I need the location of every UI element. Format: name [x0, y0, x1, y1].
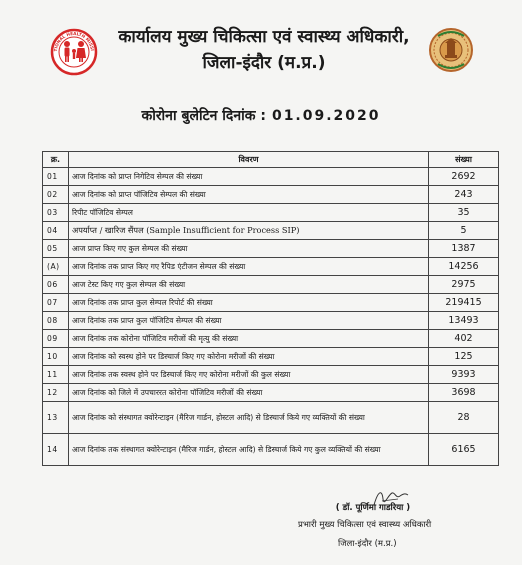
- row-description: आज प्राप्त किए गए कुल सेम्पल की संख्या: [69, 240, 429, 258]
- column-header-count: संख्या: [429, 152, 499, 168]
- row-description: आज दिनांक को स्वस्थ होने पर डिस्चार्ज किए गए कोरोना मरीजों की संख्या: [69, 348, 429, 366]
- table-row: [43, 384, 499, 402]
- row-serial: (A): [43, 258, 69, 276]
- row-value: 14256: [429, 258, 499, 276]
- bulletin-date: 01.09.2020: [271, 108, 381, 124]
- row-value: 2692: [429, 168, 499, 186]
- row-description: रिपीट पॉजिटिव सेम्पल: [69, 204, 429, 222]
- table-row: [43, 312, 499, 330]
- table-row: [43, 348, 499, 366]
- table-row: [43, 168, 499, 186]
- signatory-place: जिला-इंदौर (म.प्र.): [338, 539, 397, 549]
- row-description: आज दिनांक को प्राप्त निगेटिव सेम्पल की संख्या: [69, 168, 429, 186]
- row-serial: 14: [43, 434, 69, 466]
- row-description: आज टेस्ट किए गए कुल सेम्पल की संख्या: [69, 276, 429, 294]
- column-header-description: विवरण: [69, 152, 429, 168]
- row-value: 6165: [429, 434, 499, 466]
- mp-government-emblem-icon: [428, 24, 474, 76]
- table-row: [43, 240, 499, 258]
- table-row: [43, 276, 499, 294]
- row-description: आज दिनांक को प्राप्त पॉजिटिव सेम्पल की संख्या: [69, 186, 429, 204]
- signatory-designation: प्रभारी मुख्य चिकित्सा एवं स्वास्थ्य अधिकारी: [298, 520, 432, 530]
- row-serial: 07: [43, 294, 69, 312]
- row-serial: 11: [43, 366, 69, 384]
- row-value: 5: [429, 222, 499, 240]
- table-row: [43, 330, 499, 348]
- row-value: 28: [429, 402, 499, 434]
- table-row: [43, 366, 499, 384]
- row-description: आज दिनांक तक प्राप्त किए गए रैपिड एंटीजन सेम्पल की संख्या: [69, 258, 429, 276]
- row-value: 13493: [429, 312, 499, 330]
- row-serial: 13: [43, 402, 69, 434]
- row-value: 1387: [429, 240, 499, 258]
- national-health-mission-logo-icon: [50, 28, 98, 76]
- table-row: [43, 434, 499, 466]
- row-description: आज दिनांक तक संस्थागत क्वोरेन्टाइन (मैरिज गार्डन, होस्टल आदि) से डिस्चार्ज किये गए कुल व्यक्तियों की संख्या: [69, 434, 429, 466]
- row-serial: 09: [43, 330, 69, 348]
- bulletin-label: कोरोना बुलेटिन दिनांक :: [141, 108, 266, 124]
- row-serial: 06: [43, 276, 69, 294]
- row-description: आज दिनांक तक प्राप्त कुल पॉजिटिव सेम्पल की संख्या: [69, 312, 429, 330]
- row-serial: 02: [43, 186, 69, 204]
- row-value: 243: [429, 186, 499, 204]
- column-header-sn: क्र.: [43, 152, 69, 168]
- table-row: [43, 222, 499, 240]
- row-serial: 04: [43, 222, 69, 240]
- row-description: आज दिनांक को संस्थागत क्वोरेन्टाइन (मैरिज गार्डन, होस्टल आदि) से डिस्चार्ज किये गए व्यक्तियों की संख्या: [69, 402, 429, 434]
- row-value: 125: [429, 348, 499, 366]
- row-value: 219415: [429, 294, 499, 312]
- row-value: 35: [429, 204, 499, 222]
- row-serial: 10: [43, 348, 69, 366]
- table-header-row: [43, 152, 499, 168]
- svg-text:NATIONAL HEALTH MISSION: TIONAL HEALTH MISSI: [52, 30, 95, 52]
- row-serial: 12: [43, 384, 69, 402]
- row-value: 3698: [429, 384, 499, 402]
- bulletin-heading: [0, 106, 522, 125]
- row-value: 2975: [429, 276, 499, 294]
- row-description: आज दिनांक तक स्वस्थ होने पर डिस्चार्ज किए गए कोरोना मरीजों की कुल संख्या: [69, 366, 429, 384]
- row-description: आज दिनांक तक प्राप्त कुल सेम्पल रिपोर्ट की संख्या: [69, 294, 429, 312]
- table-row: [43, 204, 499, 222]
- row-serial: 05: [43, 240, 69, 258]
- row-serial: 01: [43, 168, 69, 186]
- table-row: [43, 294, 499, 312]
- row-description: आज दिनांक को जिले में उपचाररत कोरोना पॉजिटिव मरीजों की संख्या: [69, 384, 429, 402]
- office-district: जिला-इंदौर (म.प्र.): [202, 53, 326, 73]
- table-row: [43, 186, 499, 204]
- table-row: [43, 258, 499, 276]
- row-serial: 08: [43, 312, 69, 330]
- row-serial: 03: [43, 204, 69, 222]
- office-title: कार्यालय मुख्य चिकित्सा एवं स्वास्थ्य अधिकारी,: [118, 27, 410, 47]
- covid-bulletin-table: [42, 151, 499, 466]
- signatory-name: ( डॉ. पूर्णिमा गाडरिया ): [335, 503, 411, 513]
- row-description: अपर्याप्त / खारिज सैंपल (Sample Insufficient for Process SIP): [69, 222, 429, 240]
- row-value: 9393: [429, 366, 499, 384]
- table-row: [43, 402, 499, 434]
- row-description: आज दिनांक तक कोरोना पॉजिटिव मरीजों की मृत्यु की संख्या: [69, 330, 429, 348]
- row-value: 402: [429, 330, 499, 348]
